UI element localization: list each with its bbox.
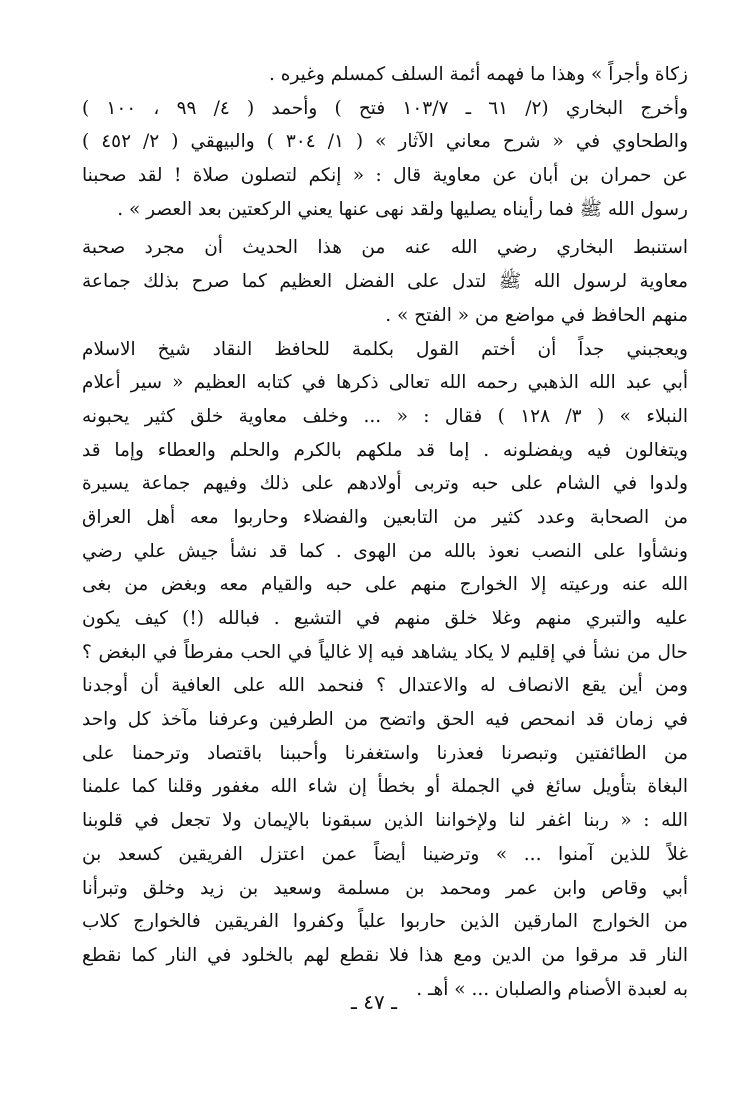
text-line: أبي عبد الله الذهبي رحمه الله تعالى ذكرها في كتابه العظيم « سير أعلام xyxy=(82,372,688,394)
text-line: زكاة وأجراً » وهذا ما فهمه أئمة السلف كمسلم وغيره . xyxy=(269,64,688,85)
text-line: عليه والتبري منهم وغلا خلق منهم في التشيع . فبالله (!) كيف يكون xyxy=(82,608,688,629)
text-line: والطحاوي في « شرح معاني الآثار » ( ١/ ٣٠٤ ) والبيهقي ( ٢/ ٤٥٢ ) xyxy=(82,131,688,153)
text-line: البغاة بتأويل سائغ في الجملة أو بخطأ إن شاء الله مغفور وقلنا كما علمنا xyxy=(82,776,688,798)
text-line: ولدوا في الشام على حبه وتربى أولادهم على ذلك وفيهم جماعة يسيرة xyxy=(82,473,688,495)
text-line: غلاً للذين آمنوا ... » وترضينا أيضاً عمن اعتزل الفريقين كسعد بن xyxy=(82,843,688,865)
text-line: به لعبدة الأصنام والصلبان ... » أهـ . xyxy=(416,978,688,1000)
text-line: معاوية لرسول الله ﷺ لتدل على الفضل العظيم كما صرح بذلك جماعة xyxy=(82,271,688,293)
text-line: عن حمران بن أبان عن معاوية قال : « إنكم لتصلون صلاة ! لقد صحبنا xyxy=(82,165,688,187)
text-line: في زمان قد انمحص فيه الحق واتضح من الطرفين وعرفنا مآخذ كل واحد xyxy=(82,709,688,731)
text-line: الله عنه ورعيته إلا الخوارج منهم على حبه والقيام معه وبغض من بغى xyxy=(82,574,688,596)
text-line: ونشأوا على النصب نعوذ بالله من الهوى . كما قد نشأ جيش علي رضي xyxy=(82,540,688,562)
text-line: من الطائفتين وتبصرنا فعذرنا واستغفرنا وأحببنا باقتصاد وترحمنا على xyxy=(82,742,688,764)
text-line: من الخوارج المارقين الذين حاربوا علياً وكفروا الفريقين فالخوارج كلاب xyxy=(82,911,688,933)
body-text xyxy=(82,58,688,1006)
text-line: النبلاء » ( ٣/ ١٢٨ ) فقال : « ... وخلف معاوية خلق كثير يحبونه xyxy=(82,405,688,427)
text-line: من الصحابة وعدد كثير من التابعين والفضلاء وحاربوا معه أهل العراق xyxy=(82,506,688,528)
text-line: ويتغالون فيه ويفضلونه . إما قد ملكهم بالكرم والحلم والعطاء وإما قد xyxy=(82,439,688,461)
text-line: رسول الله ﷺ فما رأيناه يصليها ولقد نهى عنها يعني الركعتين بعد العصر » . xyxy=(117,198,688,220)
text-line: وأخرج البخاري (٢/ ٦١ ـ ١٠٣/٧ فتح ) وأحمد ( ٤/ ٩٩ ، ١٠٠ ) xyxy=(82,97,688,119)
text-line: منهم الحافظ في مواضع من « الفتح » . xyxy=(385,304,688,326)
text-line: ومن أين يقع الانصاف له والاعتدال ؟ فنحمد الله على العافية أن أوجدنا xyxy=(82,675,688,697)
text-line: أبي وقاص وابن عمر ومحمد بن مسلمة وسعيد بن زيد وخلق وتبرأنا xyxy=(82,877,688,899)
page-number: ـ ٤٧ ـ xyxy=(351,990,397,1014)
text-line: استنبط البخاري رضي الله عنه من هذا الحديث أن مجرد صحبة xyxy=(82,237,688,259)
text-line: ويعجبني جداً أن أختم القول بكلمة للحافظ النقاد شيخ الاسلام xyxy=(82,338,688,360)
text-line: النار قد مرقوا من الدين ومع هذا فلا نقطع لهم بالخلود في النار كما نقطع xyxy=(82,944,688,966)
text-line: حال من نشأ في إقليم لا يكاد يشاهد فيه إلا غالياً في الحب مفرطاً في البغض ؟ xyxy=(82,641,688,663)
text-line: الله : « ربنا اغفر لنا ولإخواننا الذين سبقونا بالإيمان ولا تجعل في قلوبنا xyxy=(82,810,688,832)
